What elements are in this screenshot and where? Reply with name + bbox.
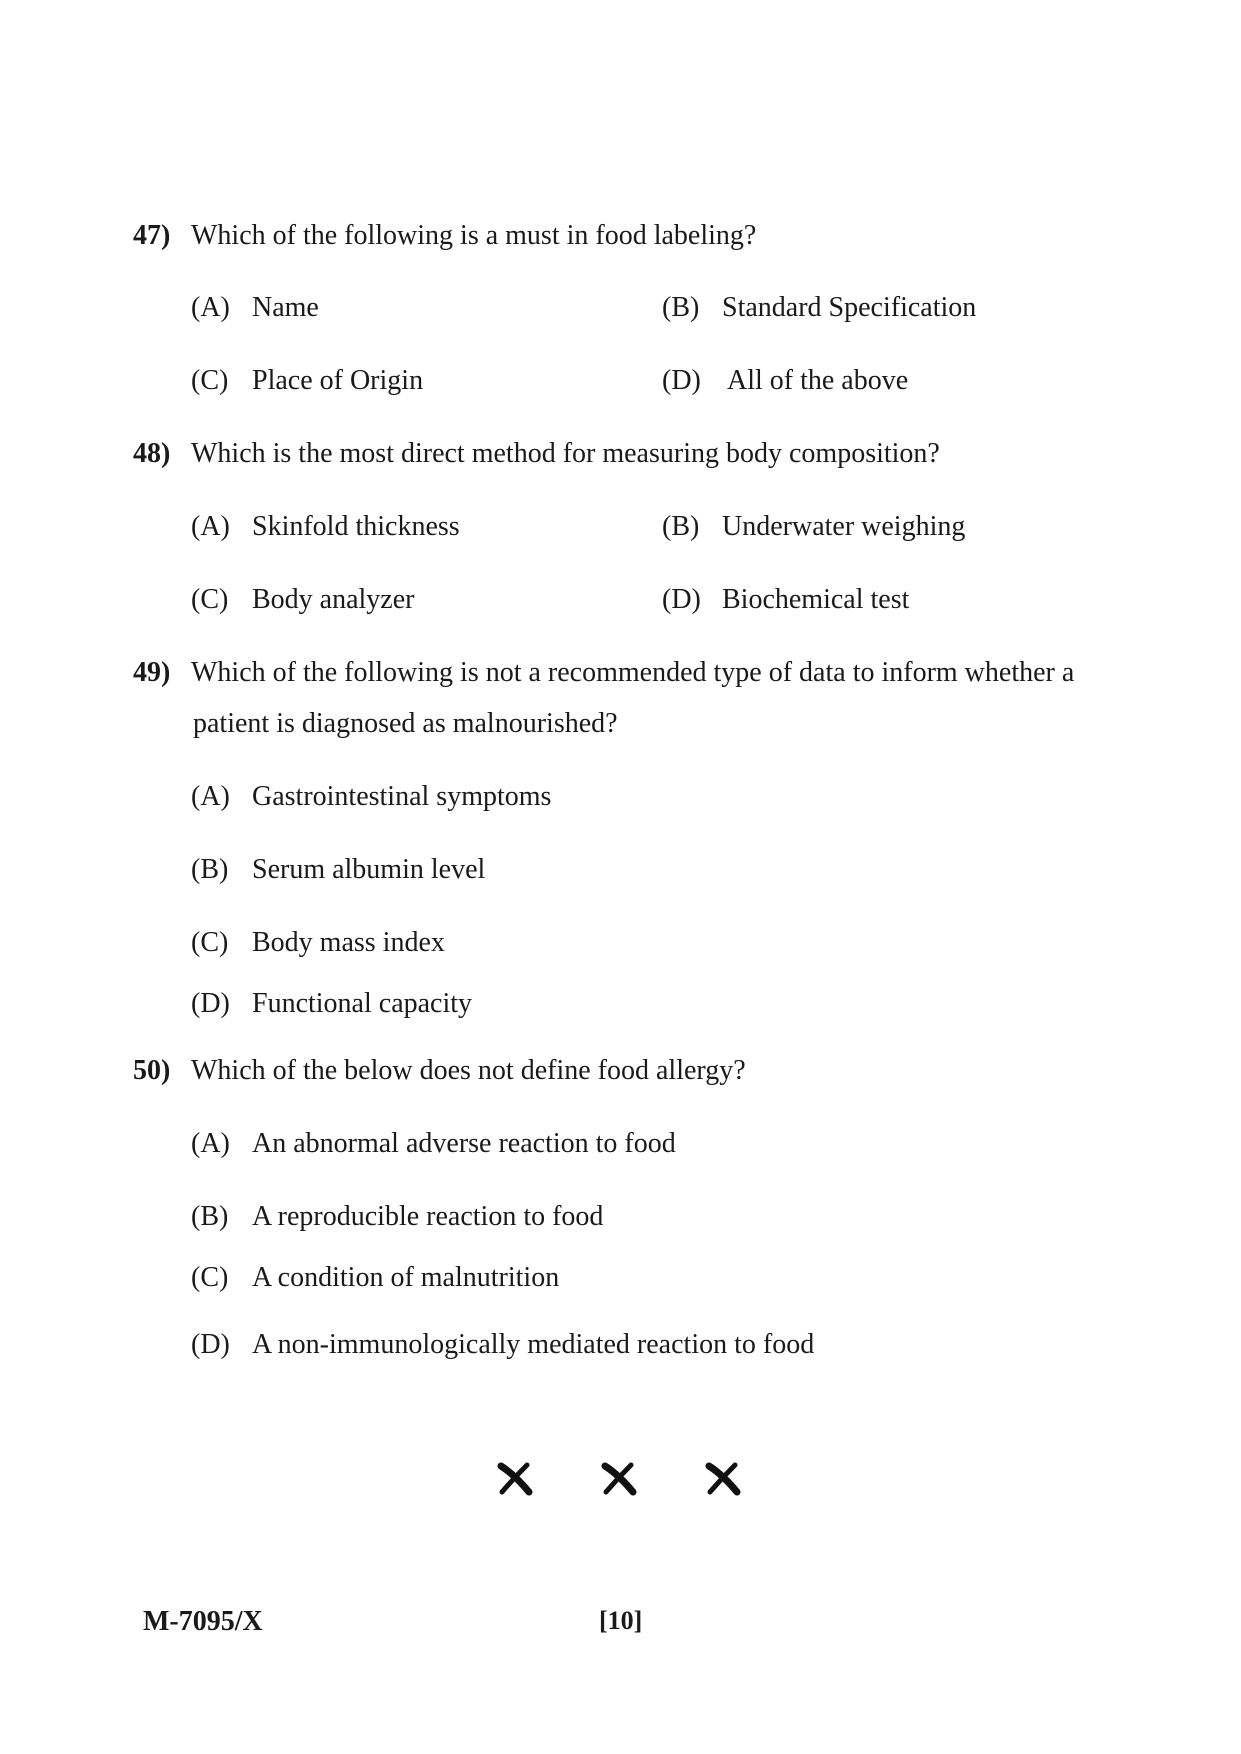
question-number-48: 48) <box>133 438 171 469</box>
question-number-49: 49) <box>133 657 171 688</box>
option-letter-47d: (D) <box>662 365 701 396</box>
option-text-47c: Place of Origin <box>252 365 424 396</box>
option-text-49c: Body mass index <box>252 927 445 958</box>
option-letter-50a: (A) <box>191 1128 230 1159</box>
paper-code: M-7095/X <box>143 1606 263 1637</box>
question-text-47: Which of the following is a must in food labeling? <box>191 220 757 251</box>
option-letter-49a: (A) <box>191 781 230 812</box>
option-text-47d: All of the above <box>727 365 909 396</box>
question-number-47: 47) <box>133 220 171 251</box>
option-text-47a: Name <box>252 292 319 323</box>
option-letter-50b: (B) <box>191 1201 229 1232</box>
option-letter-49b: (B) <box>191 854 229 885</box>
question-number-50: 50) <box>133 1055 171 1086</box>
option-letter-48d: (D) <box>662 584 701 615</box>
cross-mark-icon <box>497 1461 533 1497</box>
question-text-50: Which of the below does not define food allergy? <box>191 1055 746 1086</box>
question-text-48: Which is the most direct method for measuring body composition? <box>191 438 940 469</box>
option-text-48c: Body analyzer <box>252 584 415 615</box>
option-text-47b: Standard Specification <box>722 292 977 323</box>
option-letter-48a: (A) <box>191 511 230 542</box>
option-letter-49d: (D) <box>191 988 230 1019</box>
page-number: [10] <box>599 1606 643 1635</box>
option-letter-50d: (D) <box>191 1329 230 1360</box>
option-letter-49c: (C) <box>191 927 229 958</box>
option-text-48d: Biochemical test <box>722 584 910 615</box>
option-text-50c: A condition of malnutrition <box>252 1262 560 1293</box>
option-letter-48b: (B) <box>662 511 700 542</box>
option-text-49a: Gastrointestinal symptoms <box>252 781 552 812</box>
option-letter-50c: (C) <box>191 1262 229 1293</box>
option-letter-47b: (B) <box>662 292 700 323</box>
option-letter-48c: (C) <box>191 584 229 615</box>
question-text-49-line2: patient is diagnosed as malnourished? <box>193 708 618 739</box>
option-text-49b: Serum albumin level <box>252 854 486 885</box>
option-letter-47a: (A) <box>191 292 230 323</box>
option-text-50b: A reproducible reaction to food <box>252 1201 604 1232</box>
option-text-50d: A non-immunologically mediated reaction to food <box>252 1329 815 1360</box>
option-text-48a: Skinfold thickness <box>252 511 460 542</box>
question-text-49-line1: Which of the following is not a recommended type of data to inform whether a <box>191 657 1075 688</box>
option-text-48b: Underwater weighing <box>722 511 966 542</box>
option-letter-47c: (C) <box>191 365 229 396</box>
cross-mark-icon <box>601 1461 637 1497</box>
option-text-50a: An abnormal adverse reaction to food <box>252 1128 676 1159</box>
cross-mark-icon <box>705 1461 741 1497</box>
option-text-49d: Functional capacity <box>252 988 473 1019</box>
